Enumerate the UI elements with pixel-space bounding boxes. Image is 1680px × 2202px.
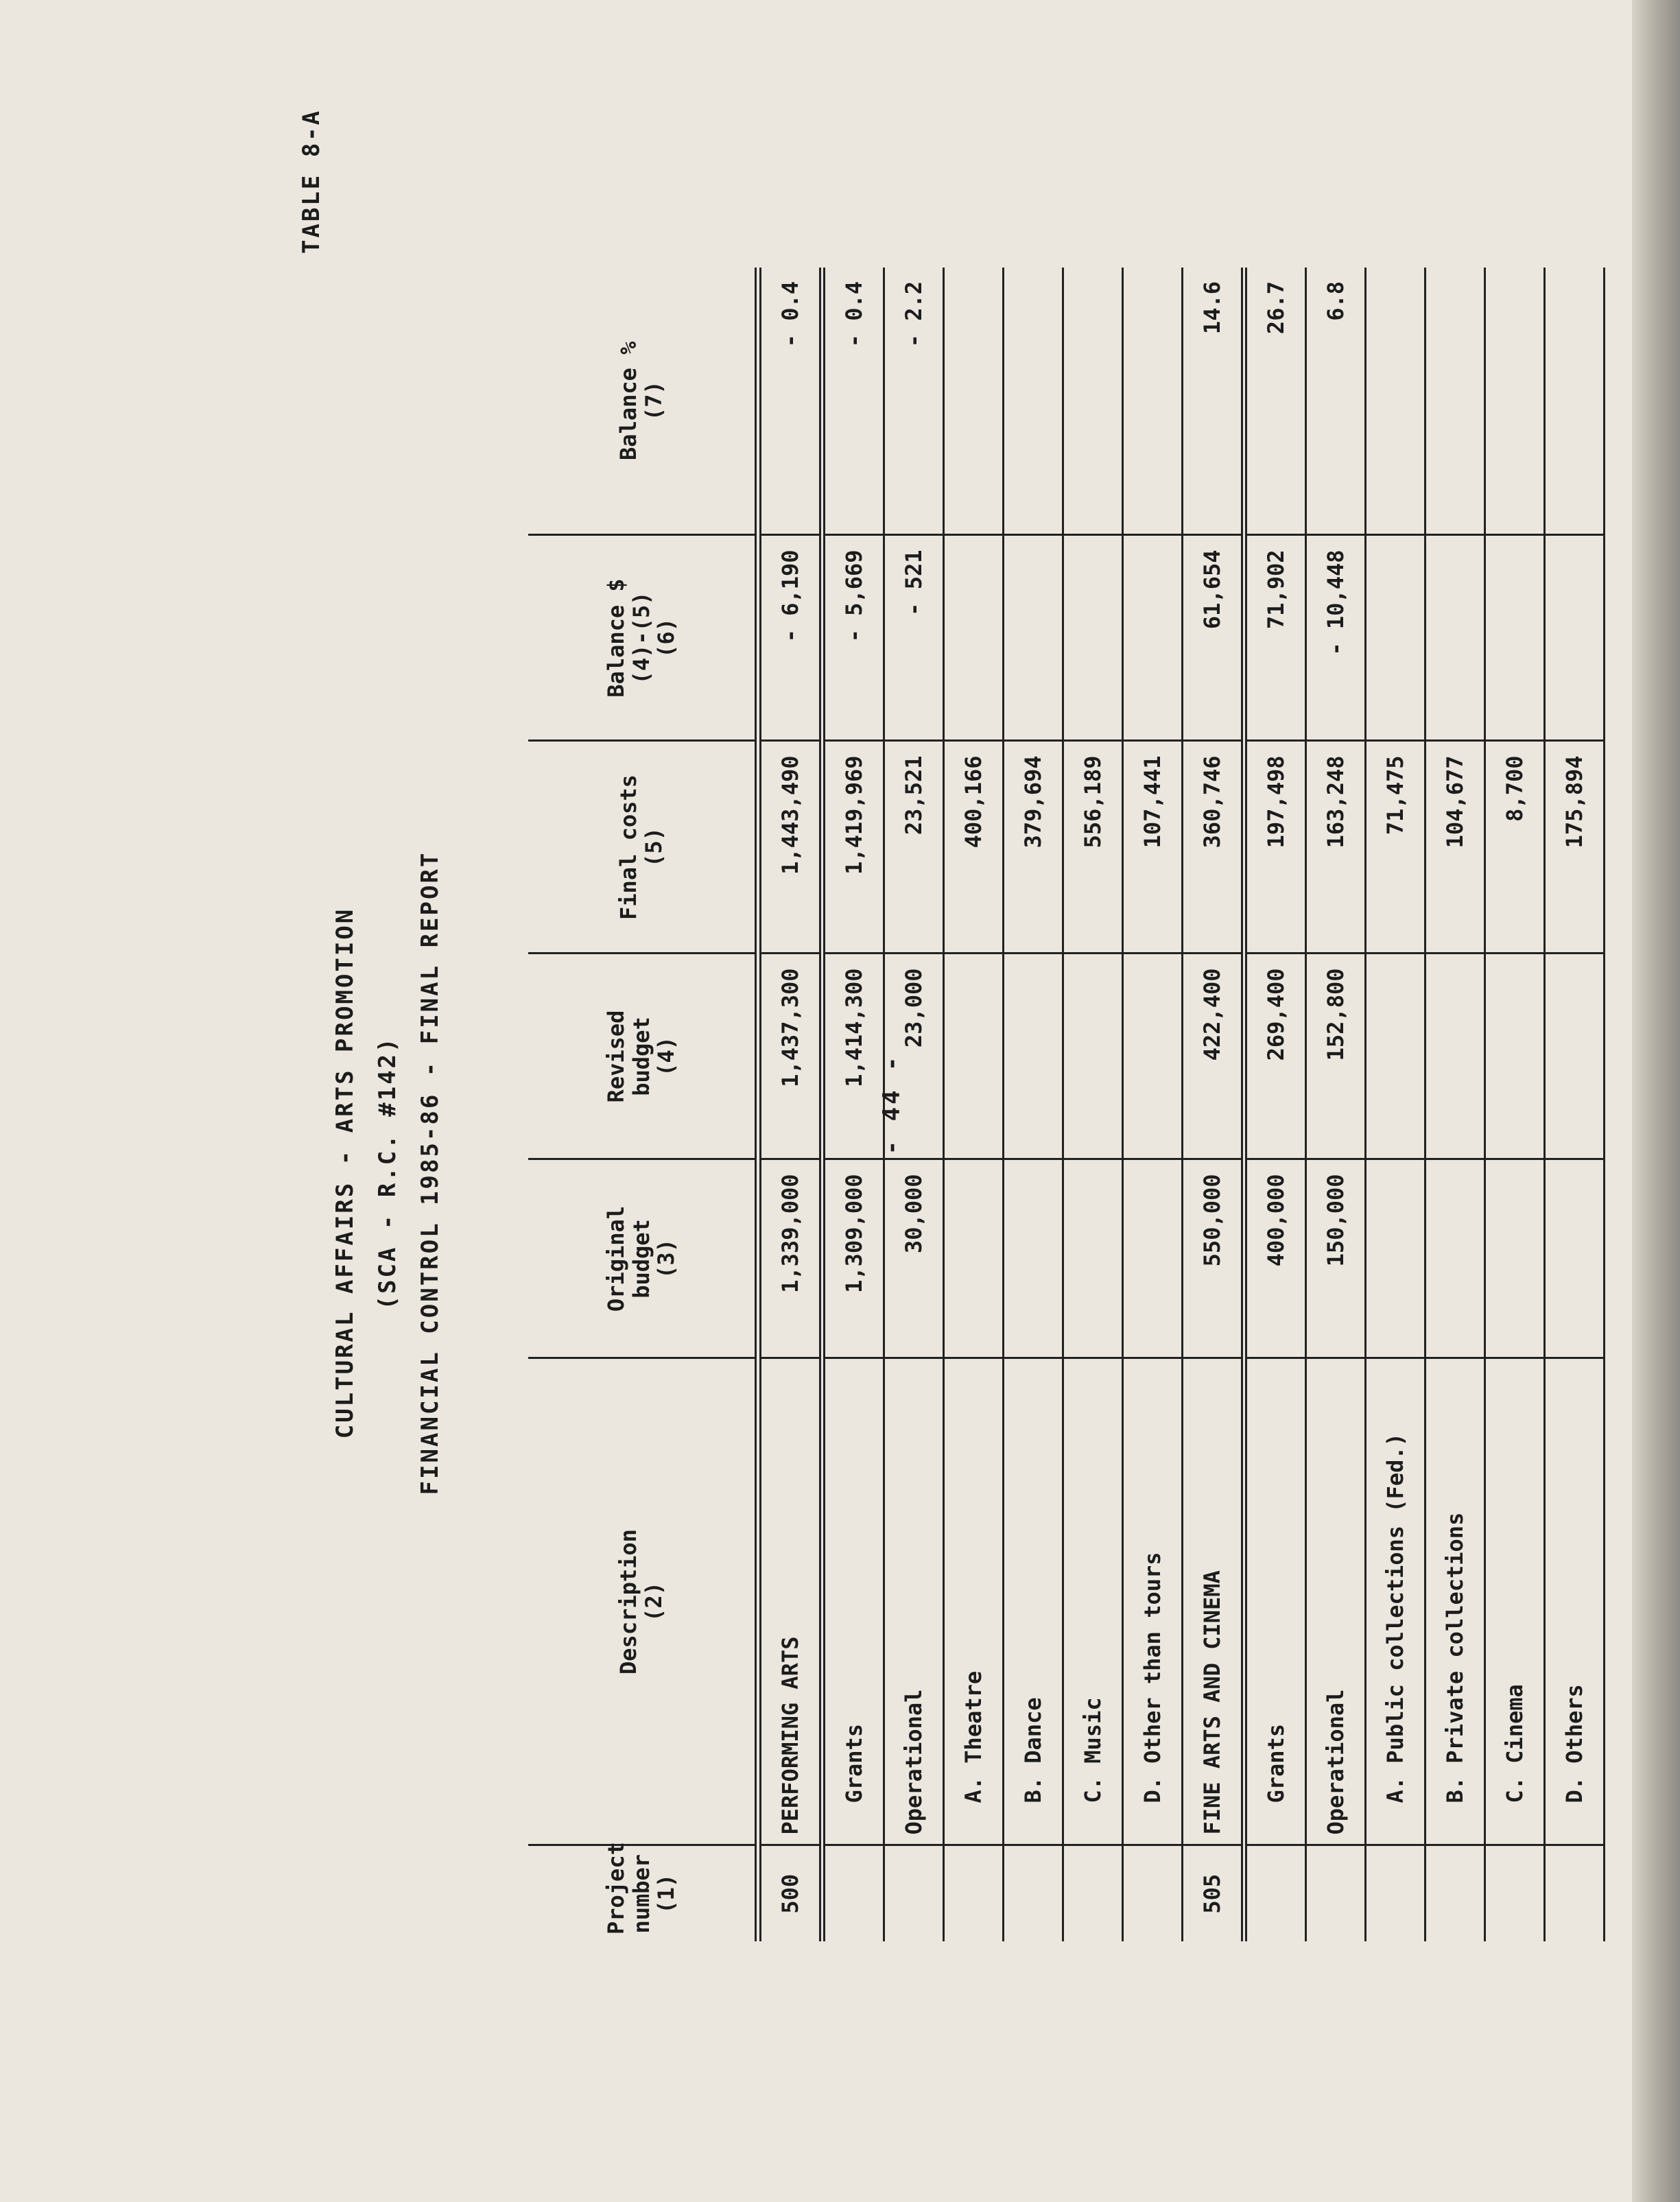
cell-balance: [1425, 535, 1485, 741]
cell-balance: 61,654: [1183, 535, 1244, 741]
cell-project: [1123, 1845, 1183, 1941]
cell-original: [1425, 1159, 1485, 1358]
cell-balance-pct: [1063, 268, 1123, 535]
table-row: [758, 268, 823, 1941]
cell-original: [944, 1159, 1004, 1358]
table-header-row: [528, 268, 758, 1941]
cell-balance: [1004, 535, 1063, 741]
cell-balance: [1485, 535, 1545, 741]
cell-description: C. Music: [1063, 1358, 1123, 1845]
cell-original: [1004, 1159, 1063, 1358]
table-row: [823, 268, 884, 1941]
cell-original: [1123, 1159, 1183, 1358]
cell-project: [1425, 1845, 1485, 1941]
cell-original: 150,000: [1306, 1159, 1366, 1358]
cell-final: 556,189: [1063, 741, 1123, 954]
cell-project: [1063, 1845, 1123, 1941]
cell-original: 400,000: [1244, 1159, 1306, 1358]
document-title-line-1: CULTURAL AFFAIRS - ARTS PROMOTION: [331, 907, 359, 1439]
table-row: [1366, 268, 1425, 1941]
cell-description: A. Theatre: [944, 1358, 1004, 1845]
cell-revised: [1425, 954, 1485, 1159]
cell-original: [1545, 1159, 1605, 1358]
cell-original: 550,000: [1183, 1159, 1244, 1358]
cell-balance: - 6,190: [758, 535, 823, 741]
cell-description: C. Cinema: [1485, 1358, 1545, 1845]
cell-project: [1485, 1845, 1545, 1941]
table-row: [1183, 268, 1244, 1941]
table-label: TABLE 8-A: [298, 108, 325, 254]
cell-description: A. Public collections (Fed.): [1366, 1358, 1425, 1845]
cell-revised: 23,000: [884, 954, 944, 1159]
table-row: [944, 268, 1004, 1941]
cell-project: 500: [758, 1845, 823, 1941]
cell-balance-pct: [1425, 268, 1485, 535]
cell-description: FINE ARTS AND CINEMA: [1183, 1358, 1244, 1845]
cell-final: 107,441: [1123, 741, 1183, 954]
cell-final: 104,677: [1425, 741, 1485, 954]
cell-description: Grants: [1244, 1358, 1306, 1845]
header-project-number: Project number (1): [602, 1842, 680, 1934]
table-row: [1425, 268, 1485, 1941]
cell-project: [1244, 1845, 1306, 1941]
cell-description: PERFORMING ARTS: [758, 1358, 823, 1845]
cell-project: 505: [1183, 1845, 1244, 1941]
cell-revised: 269,400: [1244, 954, 1306, 1159]
cell-final: 8,700: [1485, 741, 1545, 954]
cell-balance: [1063, 535, 1123, 741]
cell-final: 175,894: [1545, 741, 1605, 954]
cell-balance: [944, 535, 1004, 741]
cell-balance: [1123, 535, 1183, 741]
cell-description: D. Others: [1545, 1358, 1605, 1845]
cell-original: 1,309,000: [823, 1159, 884, 1358]
cell-final: 23,521: [884, 741, 944, 954]
document-title-line-2: (SCA - R.C. #142): [374, 1036, 401, 1310]
cell-original: 30,000: [884, 1159, 944, 1358]
cell-balance-pct: [1545, 268, 1605, 535]
table-row: [1063, 268, 1123, 1941]
cell-description: Grants: [823, 1358, 884, 1845]
cell-balance-pct: 14.6: [1183, 268, 1244, 535]
header-original-budget: Original budget (3): [528, 1159, 758, 1358]
table-row: [1244, 268, 1306, 1941]
cell-revised: [1004, 954, 1063, 1159]
financial-table: [528, 268, 1605, 1941]
cell-revised: [1063, 954, 1123, 1159]
table-row: [1485, 268, 1545, 1941]
cell-final: 1,419,969: [823, 741, 884, 954]
table-row: [1004, 268, 1063, 1941]
header-final-costs: Final costs (5): [528, 741, 758, 954]
cell-final: 71,475: [1366, 741, 1425, 954]
cell-revised: [944, 954, 1004, 1159]
cell-balance-pct: [1004, 268, 1063, 535]
cell-project: [1004, 1845, 1063, 1941]
cell-balance: - 521: [884, 535, 944, 741]
cell-revised: 1,437,300: [758, 954, 823, 1159]
cell-project: [944, 1845, 1004, 1941]
cell-balance-pct: - 0.4: [823, 268, 884, 535]
cell-final: 379,694: [1004, 741, 1063, 954]
table-row: [1306, 268, 1366, 1941]
cell-revised: 422,400: [1183, 954, 1244, 1159]
cell-revised: 1,414,300: [823, 954, 884, 1159]
cell-original: [1063, 1159, 1123, 1358]
cell-balance: - 5,669: [823, 535, 884, 741]
cell-revised: 152,800: [1306, 954, 1366, 1159]
cell-balance-pct: 26.7: [1244, 268, 1306, 535]
header-revised-budget: Revised budget (4): [528, 954, 758, 1159]
cell-balance-pct: - 2.2: [884, 268, 944, 535]
cell-project: [823, 1845, 884, 1941]
cell-revised: [1485, 954, 1545, 1159]
cell-original: 1,339,000: [758, 1159, 823, 1358]
cell-original: [1366, 1159, 1425, 1358]
cell-balance: [1545, 535, 1605, 741]
table-row: [1545, 268, 1605, 1941]
cell-final: 197,498: [1244, 741, 1306, 954]
cell-project: [884, 1845, 944, 1941]
cell-balance-pct: [1366, 268, 1425, 535]
cell-balance-pct: [944, 268, 1004, 535]
header-balance-dollars: Balance $ (4)-(5) (6): [528, 535, 758, 741]
cell-description: D. Other than tours: [1123, 1358, 1183, 1845]
document-title-line-3: FINANCIAL CONTROL 1985-86 - FINAL REPORT: [416, 851, 444, 1495]
cell-balance-pct: [1485, 268, 1545, 535]
cell-balance-pct: 6.8: [1306, 268, 1366, 535]
cell-final: 163,248: [1306, 741, 1366, 954]
cell-revised: [1545, 954, 1605, 1159]
cell-original: [1485, 1159, 1545, 1358]
cell-description: B. Dance: [1004, 1358, 1063, 1845]
page-number: - 44 -: [878, 1054, 906, 1155]
cell-description: B. Private collections: [1425, 1358, 1485, 1845]
cell-balance-pct: - 0.4: [758, 268, 823, 535]
cell-revised: [1366, 954, 1425, 1159]
cell-final: 400,166: [944, 741, 1004, 954]
cell-balance: - 10,448: [1306, 535, 1366, 741]
cell-balance: [1366, 535, 1425, 741]
cell-final: 1,443,490: [758, 741, 823, 954]
cell-revised: [1123, 954, 1183, 1159]
cell-description: Operational: [1306, 1358, 1366, 1845]
header-balance-percent: Balance % (7): [528, 268, 758, 535]
table-row: [1123, 268, 1183, 1941]
cell-project: [1306, 1845, 1366, 1941]
cell-project: [1366, 1845, 1425, 1941]
header-description: Description (2): [528, 1358, 758, 1845]
cell-final: 360,746: [1183, 741, 1244, 954]
cell-balance-pct: [1123, 268, 1183, 535]
cell-balance: 71,902: [1244, 535, 1306, 741]
cell-description: Operational: [884, 1358, 944, 1845]
cell-project: [1545, 1845, 1605, 1941]
